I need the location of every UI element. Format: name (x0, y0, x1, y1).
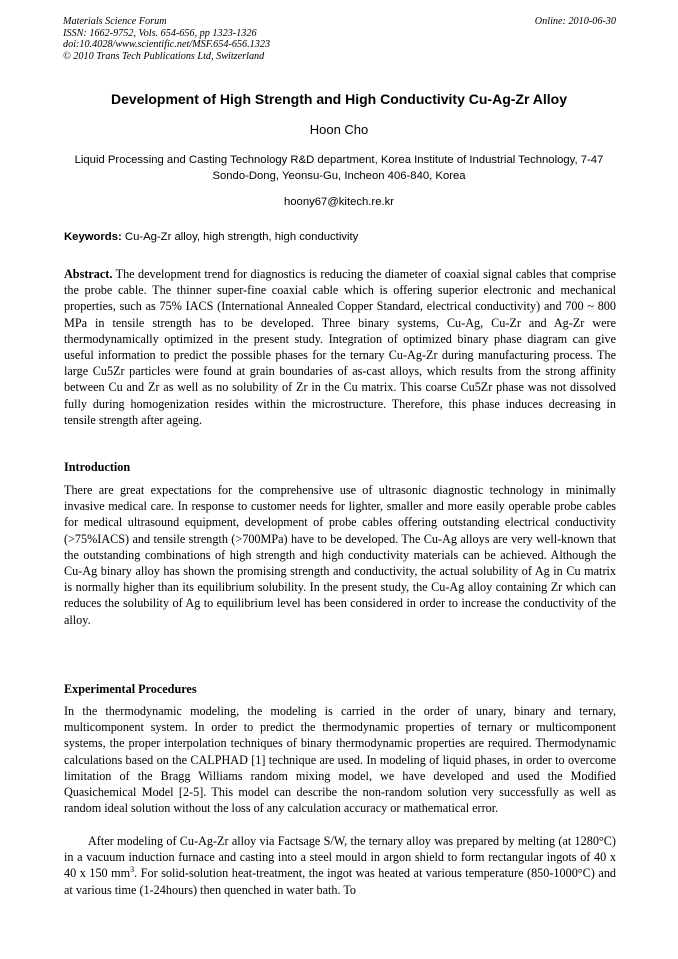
experimental-paragraph-2 (64, 833, 616, 898)
introduction-heading: Introduction (64, 460, 131, 474)
experimental-heading: Experimental Procedures (64, 682, 197, 696)
abstract-text: The development trend for diagnostics is reducing the diameter of coaxial signal cables that comprise the probe cable. The thinner super-fine coaxial cable which is offering superior electronic and mechanical properties, such as 75% IACS (International Annealed Copper Standard, electrical conductivity) and 700 ~ 800 MPa in tensile strength has to be developed. Three binary systems, Cu-Ag, Cu-Zr and Ag-Zr were thermodynamically optimized in the present study. Integration of optimized binary phase diagram can give useful information to predict the possible phases for the ternary Cu-Ag-Zr during manufacturing process. The large Cu5Zr particles were found at grain boundaries of as-cast alloys, which results from the strong affinity between Cu and Zr as well as no solubility of Zr in the Cu matrix. This coarse Cu5Zr phase was not dissolved fully during homogenization resides within the microstructure. Therefore, this phase induces decreasing in tensile strength after ageing. (64, 267, 616, 427)
keywords-label: Keywords: (64, 231, 122, 243)
online-date: Online: 2010-06-30 (534, 16, 616, 27)
doi-line: doi:10.4028/www.scientific.net/MSF.654-656.1323 (63, 39, 271, 50)
journal-header (63, 16, 270, 62)
introduction-text: There are great expectations for the comprehensive use of ultrasonic diagnostic technology in minimally invasive medical care. In response to customer needs for lighter, smaller and more easily operable probe cables for medical ultrasound equipment, development of probe cables offering outstanding electrical conductivity (>75%IACS) and tensile strength (>700MPa) have to be developed. The Cu-Ag alloys are very well-known that the outstanding combinations of high strength and high conductivity materials can be achieved. Although the Cu-Ag binary alloy has shown the promising strength and conductivity, the actual solubility of Ag in Cu matrix is normally higher than its equilibrium solubility. In the present study, the Cu-Ag alloy containing Zr which can reduces the solubility of Ag to equilibrium level has been considered in order to increase the conductivity of the alloy. (64, 483, 616, 627)
abstract (64, 266, 616, 428)
copyright-line: © 2010 Trans Tech Publications Ltd, Switzerland (63, 50, 265, 62)
experimental-p2-text-b: . For solid-solution heat-treatment, the ingot was heated at various temperature (850-1000°C) and at various time (1-24hours) then quenched in water bath. To (64, 866, 616, 897)
author-email: hoony67@kitech.re.kr (283, 196, 395, 208)
superscript-3: 3 (130, 865, 135, 875)
experimental-p2-text-a: After modeling of Cu-Ag-Zr alloy via Factsage S/W, the ternary alloy was prepared by melting (at 1280°C) in a vacuum induction furnace and casting into a steel mould in argon shield to form rectangular ingots of 40 x 40 x 150 mm (64, 834, 616, 881)
keywords (64, 231, 616, 243)
journal-name: Materials Science Forum (63, 16, 167, 27)
abstract-label: Abstract. (64, 267, 113, 281)
author-name: Hoon Cho (309, 122, 369, 137)
author-affiliation: Liquid Processing and Casting Technology R&D department, Korea Institute of Industrial Technology, 7-47 Sondo-Dong, Yeonsu-Gu, Incheon 406-840, Korea (74, 154, 604, 182)
issn-line: ISSN: 1662-9752, Vols. 654-656, pp 1323-1326 (63, 27, 257, 39)
paper-title: Development of High Strength and High Conductivity Cu-Ag-Zr Alloy (110, 91, 568, 107)
keywords-text: Cu-Ag-Zr alloy, high strength, high conductivity (121, 231, 359, 243)
experimental-paragraph-1: In the thermodynamic modeling, the modeling is carried in the order of unary, binary and ternary, multicomponent system. In order to predict the thermodynamic properties of ternary or multicomponent systems, the proper interpolation techniques of binary thermodynamic properties are required. Thermodynamic calculations based on the CALPHAD [1] technique are used. In modeling of liquid phases, in order to overcome limitation of the Bragg Williams random mixing model, we have developed and used the Modified Quasichemical Model [2-5]. This model can describe the non-random solution very successfully as well as random ideal solution without the loss of any calculation accuracy or mathematical error. (64, 704, 616, 816)
